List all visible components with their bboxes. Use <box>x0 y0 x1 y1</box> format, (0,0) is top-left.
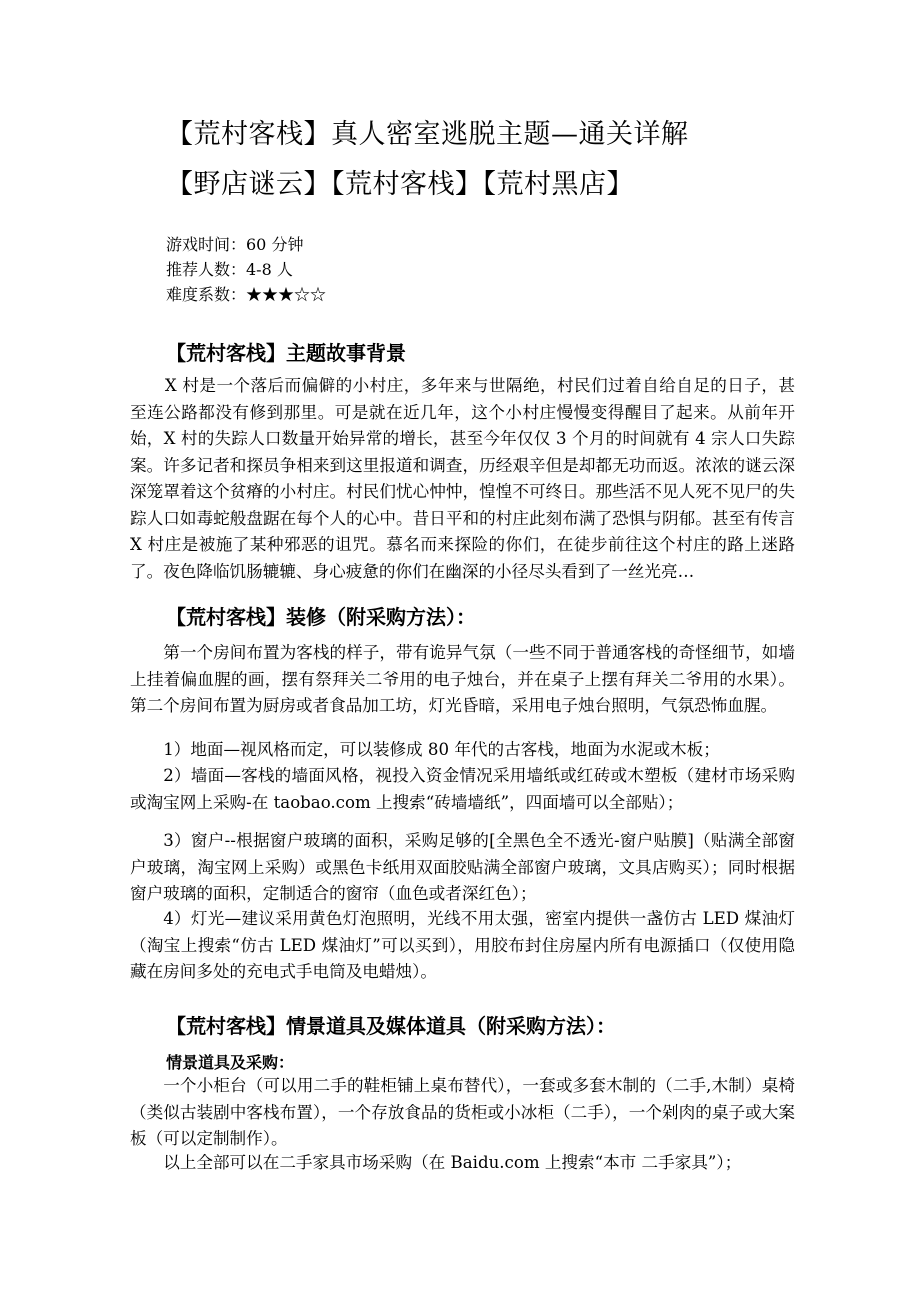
decor-item-window: 3）窗户--根据窗户玻璃的面积，采购足够的[全黑色全不透光-窗户贴膜]（贴满全部窗户玻璃，淘宝网上采购）或黑色卡纸用双面胶贴满全部窗户玻璃，文具店购买）；同时根据窗户玻璃的面积，定制适合的窗帘（血色或者深红色）； <box>130 831 795 903</box>
props-heading: 【荒村客栈】情景道具及媒体道具（附采购方法）： <box>166 1014 616 1038</box>
player-count: 推荐人数：4-8 人 <box>166 260 293 279</box>
difficulty-rating: 难度系数：★★★☆☆ <box>166 285 327 304</box>
document-subtitle: 【野店谜云】【荒村客栈】【荒村黑店】 <box>166 169 634 200</box>
decor-item-floor: 1）地面—视风格而定，可以装修成 80 年代的古客栈，地面为水泥或木板； <box>163 740 720 759</box>
story-heading: 【荒村客栈】主题故事背景 <box>166 341 406 365</box>
story-paragraph: X 村是一个落后而偏僻的小村庄，多年来与世隔绝，村民们过着自给自足的日子，甚至连公路都没有修到那里。可是就在近几年，这个小村庄慢慢变得醒目了起来。从前年开始，X 村的失踪人口数量开始异常的增长，甚至今年仅仅 3 个月的时间就有 4 宗人口失踪案。许多记者和探员争相来到这里报道和调查，历经艰辛但是却都无功而返。浓浓的谜云深深笼罩着这个贫瘠的小村庄。村民们忧心忡忡，惶惶不可终日。那些活不见人死不见尸的失踪人口如毒蛇般盘踞在每个人的心中。昔日平和的村庄此刻布满了恐惧与阴郁。甚至有传言 X 村庄是被施了某种邪恶的诅咒。慕名而来探险的你们，在徒步前往这个村庄的路上迷路了。夜色降临饥肠辘辘、身心疲惫的你们在幽深的小径尽头看到了一丝光亮… <box>130 376 795 581</box>
decor-intro-paragraph: 第一个房间布置为客栈的样子，带有诡异气氛（一些不同于普通客栈的奇怪细节，如墙上挂着偏血腥的画，摆有祭拜关二爷用的电子烛台，并在桌子上摆有拜关二爷用的水果）。第二个房间布置为厨房或者食品加工坊，灯光昏暗，采用电子烛台照明，气氛恐怖血腥。 <box>130 643 795 715</box>
decor-item-wall: 2）墙面—客栈的墙面风格，视投入资金情况采用墙纸或红砖或木塑板（建材市场采购或淘宝网上采购-在 taobao.com 上搜索“砖墙墙纸”，四面墙可以全部贴）； <box>130 766 795 812</box>
props-paragraph: 一个小柜台（可以用二手的鞋柜铺上桌布替代），一套或多套木制的（二手,木制）桌椅（类似古装剧中客栈布置），一个存放食品的货柜或小冰柜（二手），一个剁肉的桌子或大案板（可以定制制作）。 <box>130 1076 795 1148</box>
props-sourcing-paragraph: 以上全部可以在二手家具市场采购（在 Baidu.com 上搜索“本市 二手家具”）； <box>163 1153 742 1172</box>
document-title: 【荒村客栈】真人密室逃脱主题—通关详解 <box>166 119 689 150</box>
game-time: 游戏时间：60 分钟 <box>166 235 304 254</box>
decor-item-lighting: 4）灯光—建议采用黄色灯泡照明，光线不用太强，密室内提供一盏仿古 LED 煤油灯（淘宝上搜索“仿古 LED 煤油灯”可以买到），用胶布封住房屋内所有电源插口（仅使用隐藏在房间多处的充电式手电筒及电蜡烛）。 <box>130 909 795 981</box>
decor-heading: 【荒村客栈】装修（附采购方法）： <box>166 605 476 629</box>
props-subheading: 情景道具及采购： <box>166 1053 295 1072</box>
